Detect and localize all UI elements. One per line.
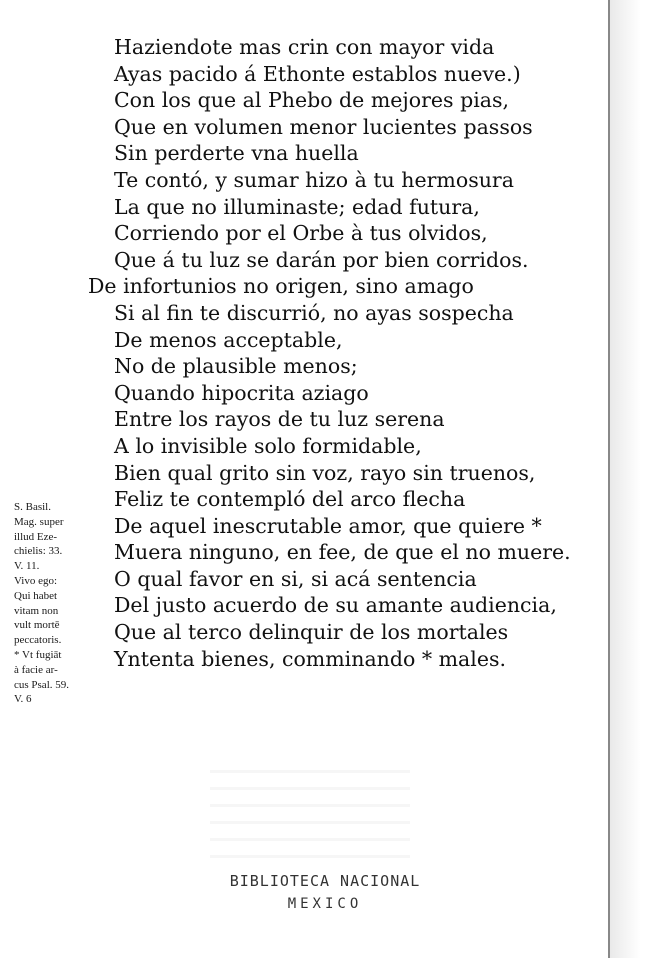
margin-note-line: Mag. super xyxy=(14,515,64,528)
margin-note-line: vitam non xyxy=(14,604,59,617)
margin-note-line: Qui habet xyxy=(14,589,58,602)
margin-note-line: V. 11. xyxy=(14,560,40,573)
verse-line: Haziendote mas crin con mayor vida xyxy=(114,35,495,59)
library-stamp-name: BIBLIOTECA NACIONAL xyxy=(229,872,421,890)
margin-note-line: à facie ar- xyxy=(14,663,58,676)
verse-line: A lo invisible solo formidable, xyxy=(114,433,422,458)
margin-note-line: S. Basil. xyxy=(14,501,51,513)
verse-line: Bien qual grito sin voz, rayo sin truenos, xyxy=(114,460,536,485)
verse-line: La que no illuminaste; edad futura, xyxy=(114,194,480,219)
margin-note-line: cus Psal. 59. xyxy=(14,678,69,691)
margin-note-line: vult mortē xyxy=(14,619,60,632)
verse-line: No de plausible menos; xyxy=(114,354,358,379)
verse-line: De menos acceptable, xyxy=(114,327,343,352)
verse-line: Que en volumen menor lucientes passos xyxy=(114,114,533,139)
margin-note xyxy=(14,500,96,707)
library-stamp-city: MEXICO xyxy=(287,896,363,912)
verse-line: Ayas pacido á Ethonte establos nueve.) xyxy=(114,61,521,86)
margin-note-line: chielis: 33. xyxy=(14,545,63,558)
verse-line: Corriendo por el Orbe à tus olvidos, xyxy=(114,221,488,246)
verse-line: Feliz te contempló del arco flecha xyxy=(114,487,466,512)
verse-line: O qual favor en si, si acá sentencia xyxy=(114,566,477,591)
verse-line: Sin perderte vna huella xyxy=(114,141,359,166)
margin-note-line: Vivo ego: xyxy=(14,574,58,587)
verse-line: Yntenta bienes, comminando * males. xyxy=(114,646,507,671)
verse-line: Que á tu luz se darán por bien corridos. xyxy=(114,247,529,272)
verse-line: Muera ninguno, en fee, de que el no muere. xyxy=(114,540,571,565)
verse-line: Entre los rayos de tu luz serena xyxy=(114,407,445,432)
margin-note-line: * Vt fugiāt xyxy=(14,648,62,661)
bleed-through xyxy=(210,770,410,860)
verse-line: Te contó, y sumar hizo à tu hermosura xyxy=(114,167,514,192)
verse-line: Con los que al Phebo de mejores pias, xyxy=(114,88,510,113)
margin-note-line: peccatoris. xyxy=(14,634,62,647)
margin-note-line: illud Eze- xyxy=(14,530,58,543)
verse-line: Que al terco delinquir de los mortales xyxy=(114,620,509,645)
verse-line: De infortunios no origen, sino amago xyxy=(88,274,474,299)
page-edge xyxy=(608,0,640,958)
verse-line: Si al fin te discurrió, no ayas sospecha xyxy=(114,300,514,325)
verse-line: Quando hipocrita aziago xyxy=(114,380,369,405)
verse-line: Del justo acuerdo de su amante audiencia, xyxy=(114,593,557,618)
margin-note-line: V. 6 xyxy=(14,693,32,706)
verse-line: De aquel inescrutable amor, que quiere * xyxy=(114,513,542,538)
